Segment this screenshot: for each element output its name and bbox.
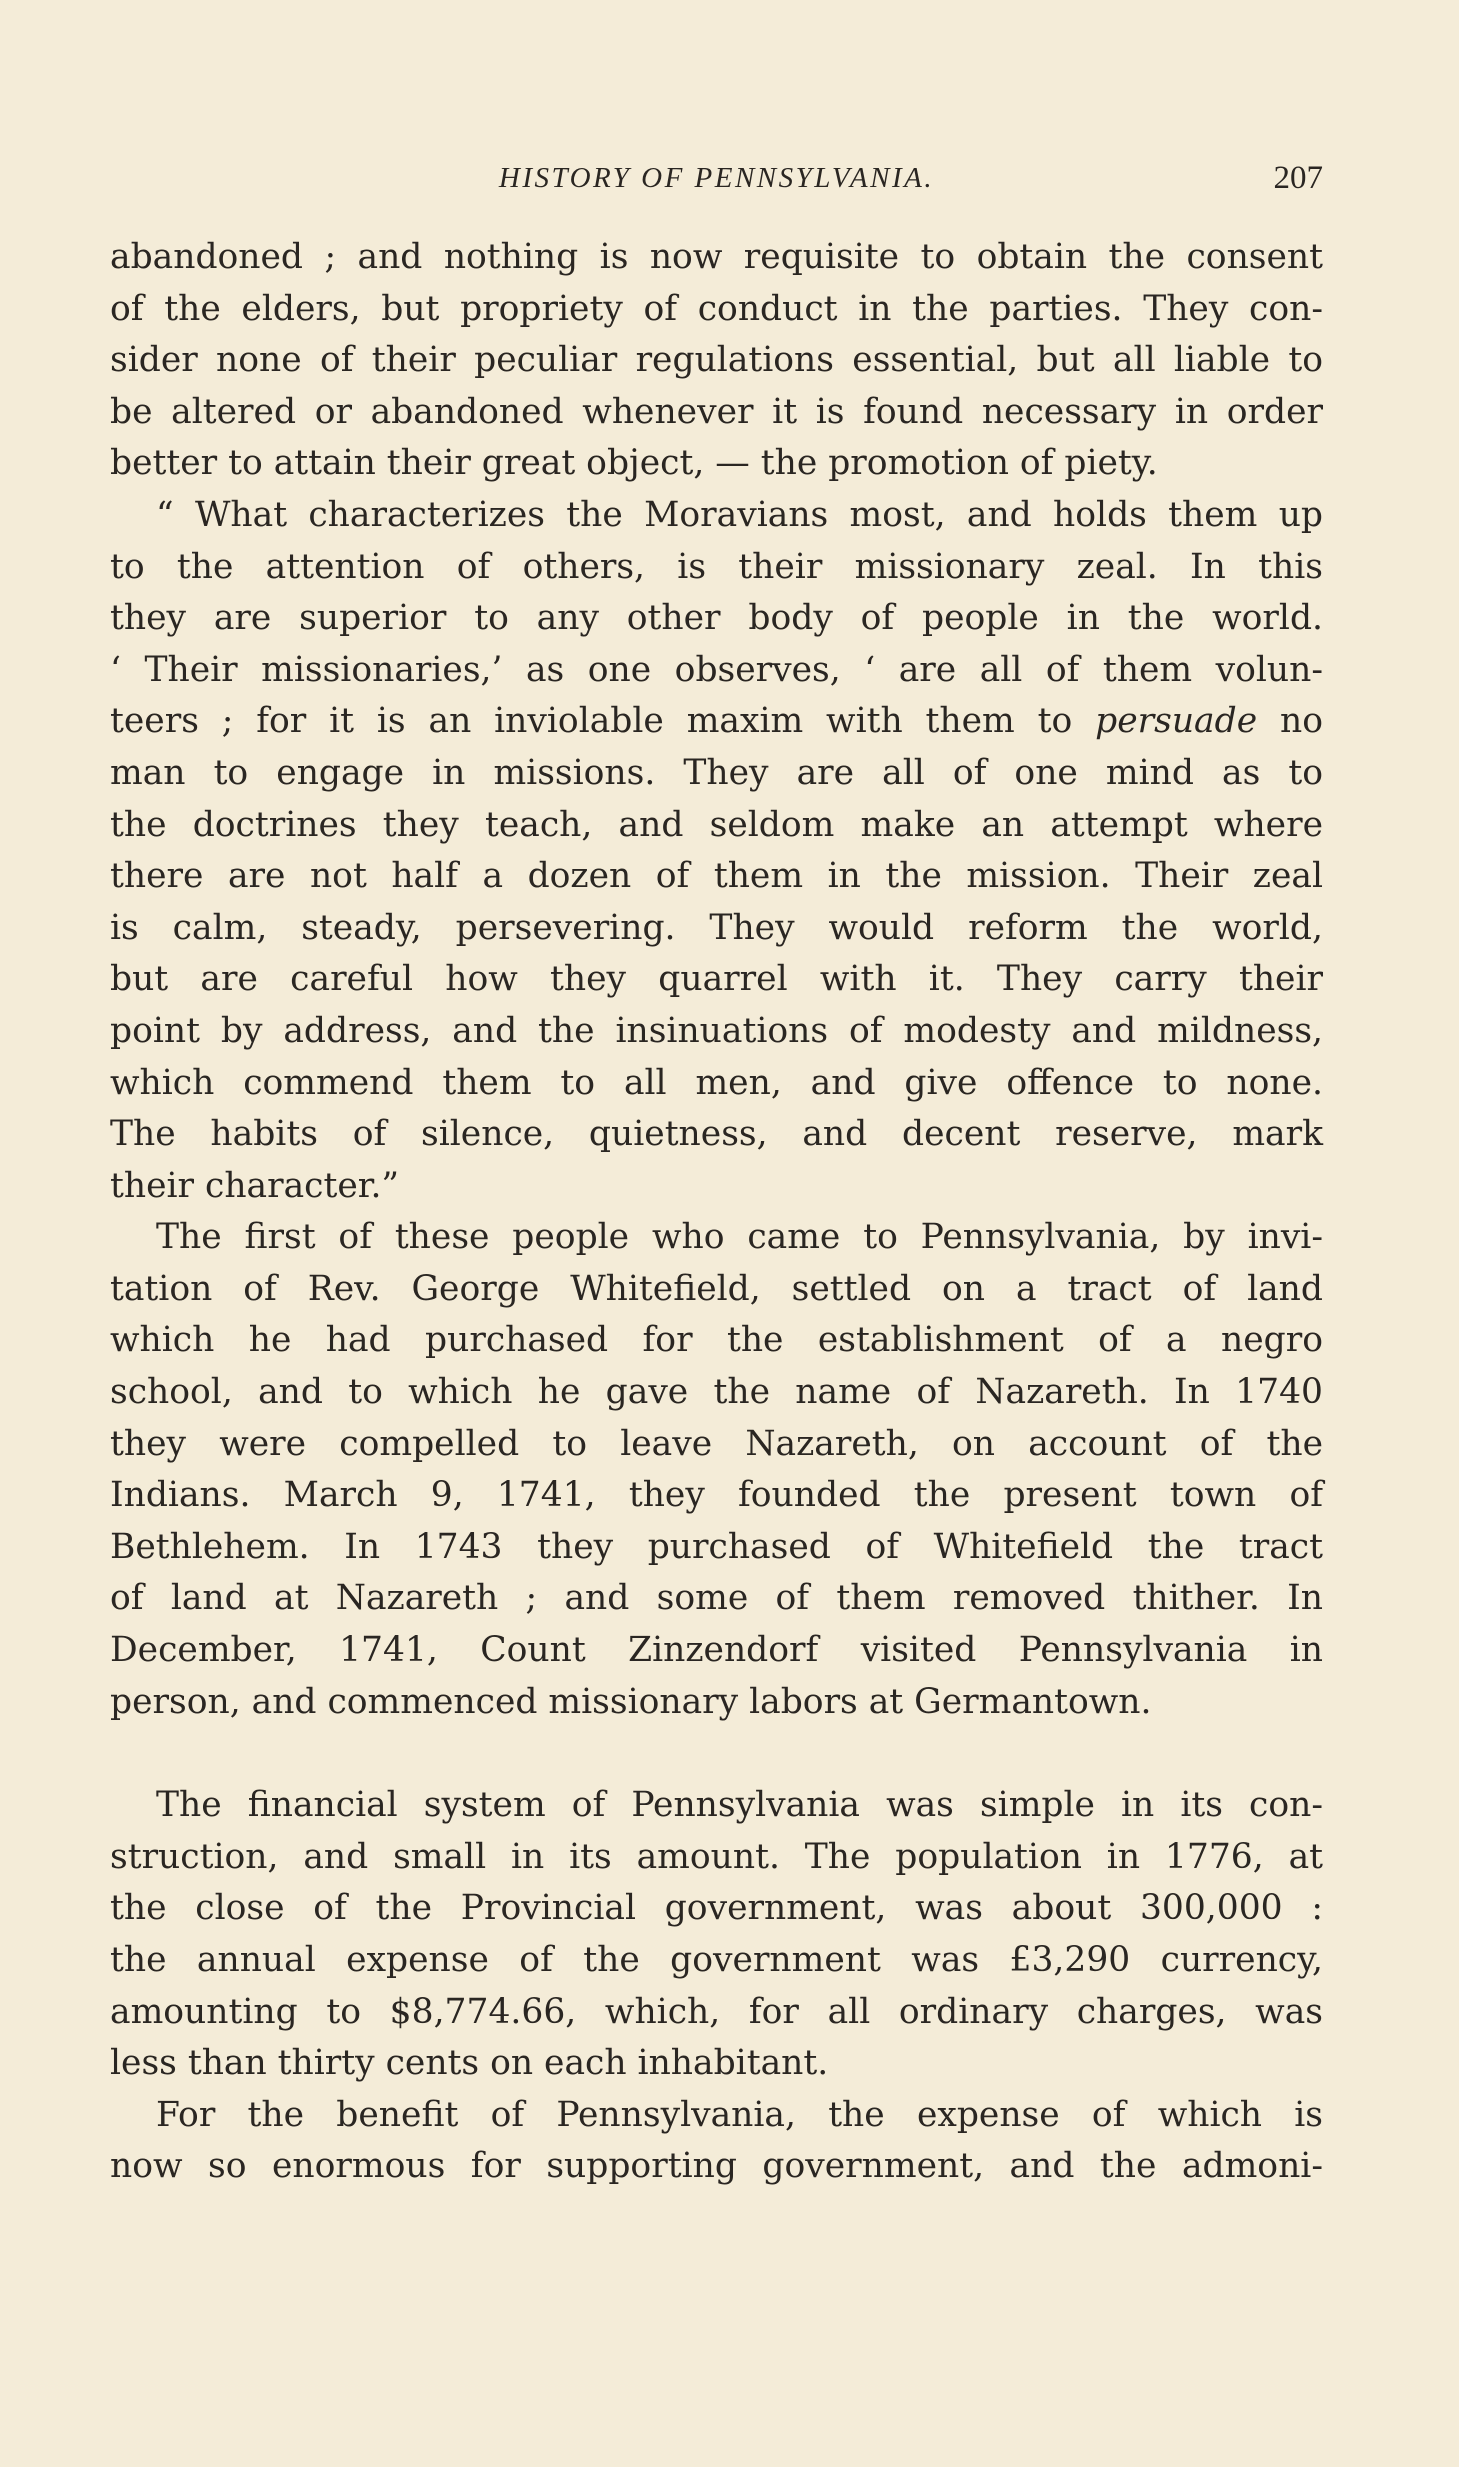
page-number: 207 xyxy=(1273,160,1323,196)
running-title: HISTORY OF PENNSYLVANIA. xyxy=(498,162,935,194)
text-line: which commend them to all men, and give offence to none. xyxy=(110,1062,1323,1103)
text-line: to the attention of others, is their missionary zeal. In this xyxy=(110,546,1323,587)
paragraph xyxy=(110,232,1323,490)
text-segment: no xyxy=(1257,701,1323,742)
text-line: is calm, steady, persevering. They would reform the world, xyxy=(110,907,1323,948)
text-line: the doctrines they teach, and seldom make an attempt where xyxy=(110,804,1323,845)
text-line: The first of these people who came to Pennsylvania, by invi- xyxy=(156,1217,1323,1258)
body-text xyxy=(110,232,1323,2193)
emphasized-word: persuade xyxy=(1095,701,1258,742)
text-line: the close of the Provincial government, was about 300,000 : xyxy=(110,1888,1323,1929)
text-line: sider none of their peculiar regulations essential, but all liable to xyxy=(110,340,1323,381)
text-line: but are careful how they quarrel with it. They carry their xyxy=(110,959,1323,1000)
text-line: Indians. March 9, 1741, they founded the present town of xyxy=(110,1475,1323,1516)
text-line: man to engage in missions. They are all of one mind as to xyxy=(110,752,1323,793)
text-line: better to attain their great object, — the promotion of piety. xyxy=(110,443,1158,484)
paragraph xyxy=(110,1780,1323,2090)
running-head xyxy=(110,158,1323,198)
text-line: which he had purchased for the establishment of a negro xyxy=(110,1320,1323,1361)
text-line: their character.” xyxy=(110,1165,400,1206)
text-line: tation of Rev. George Whitefield, settled on a tract of land xyxy=(110,1268,1323,1309)
text-line: school, and to which he gave the name of Nazareth. In 1740 xyxy=(110,1372,1323,1413)
text-line: they were compelled to leave Nazareth, on account of the xyxy=(110,1423,1323,1464)
text-line: they are superior to any other body of people in the world. xyxy=(110,598,1323,639)
text-line: there are not half a dozen of them in the mission. Their zeal xyxy=(110,856,1323,897)
text-line: abandoned ; and nothing is now requisite to obtain the consent xyxy=(110,237,1323,277)
text-line: of land at Nazareth ; and some of them removed thither. In xyxy=(110,1578,1323,1619)
text-line: For the benefit of Pennsylvania, the expense of which is xyxy=(156,2094,1323,2135)
paragraph xyxy=(110,1212,1323,1728)
text-line: be altered or abandoned whenever it is found necessary in order xyxy=(110,391,1323,432)
text-line: ‘ Their missionaries,’ as one observes, ‘ are all of them volun- xyxy=(110,649,1323,690)
section-break xyxy=(110,1728,1323,1780)
text-line: less than thirty cents on each inhabitant. xyxy=(110,2043,829,2084)
text-line: now so enormous for supporting government, and the admoni- xyxy=(110,2146,1323,2187)
text-line: point by address, and the insinuations of modesty and mildness, xyxy=(110,1010,1323,1051)
text-line: person, and commenced missionary labors at Germantown. xyxy=(110,1681,1152,1722)
text-line: The financial system of Pennsylvania was simple in its con- xyxy=(156,1785,1323,1826)
text-line: Bethlehem. In 1743 they purchased of Whitefield the tract xyxy=(110,1526,1323,1567)
text-line: amounting to $8,774.66, which, for all ordinary charges, was xyxy=(110,1991,1323,2032)
text-line: the annual expense of the government was £3,290 currency, xyxy=(110,1940,1323,1980)
text-line: struction, and small in its amount. The population in 1776, at xyxy=(110,1836,1323,1877)
text-line xyxy=(110,696,1323,748)
text-segment: teers ; for it is an inviolable maxim with them to xyxy=(110,701,1096,742)
text-line: The habits of silence, quietness, and decent reserve, mark xyxy=(110,1114,1323,1155)
text-line: “ What characterizes the Moravians most, and holds them up xyxy=(156,494,1323,535)
paragraph xyxy=(110,490,1323,1212)
text-line: of the elders, but propriety of conduct in the parties. They con- xyxy=(110,288,1323,329)
paragraph xyxy=(110,2090,1323,2193)
text-line: December, 1741, Count Zinzendorf visited Pennsylvania in xyxy=(110,1630,1323,1671)
